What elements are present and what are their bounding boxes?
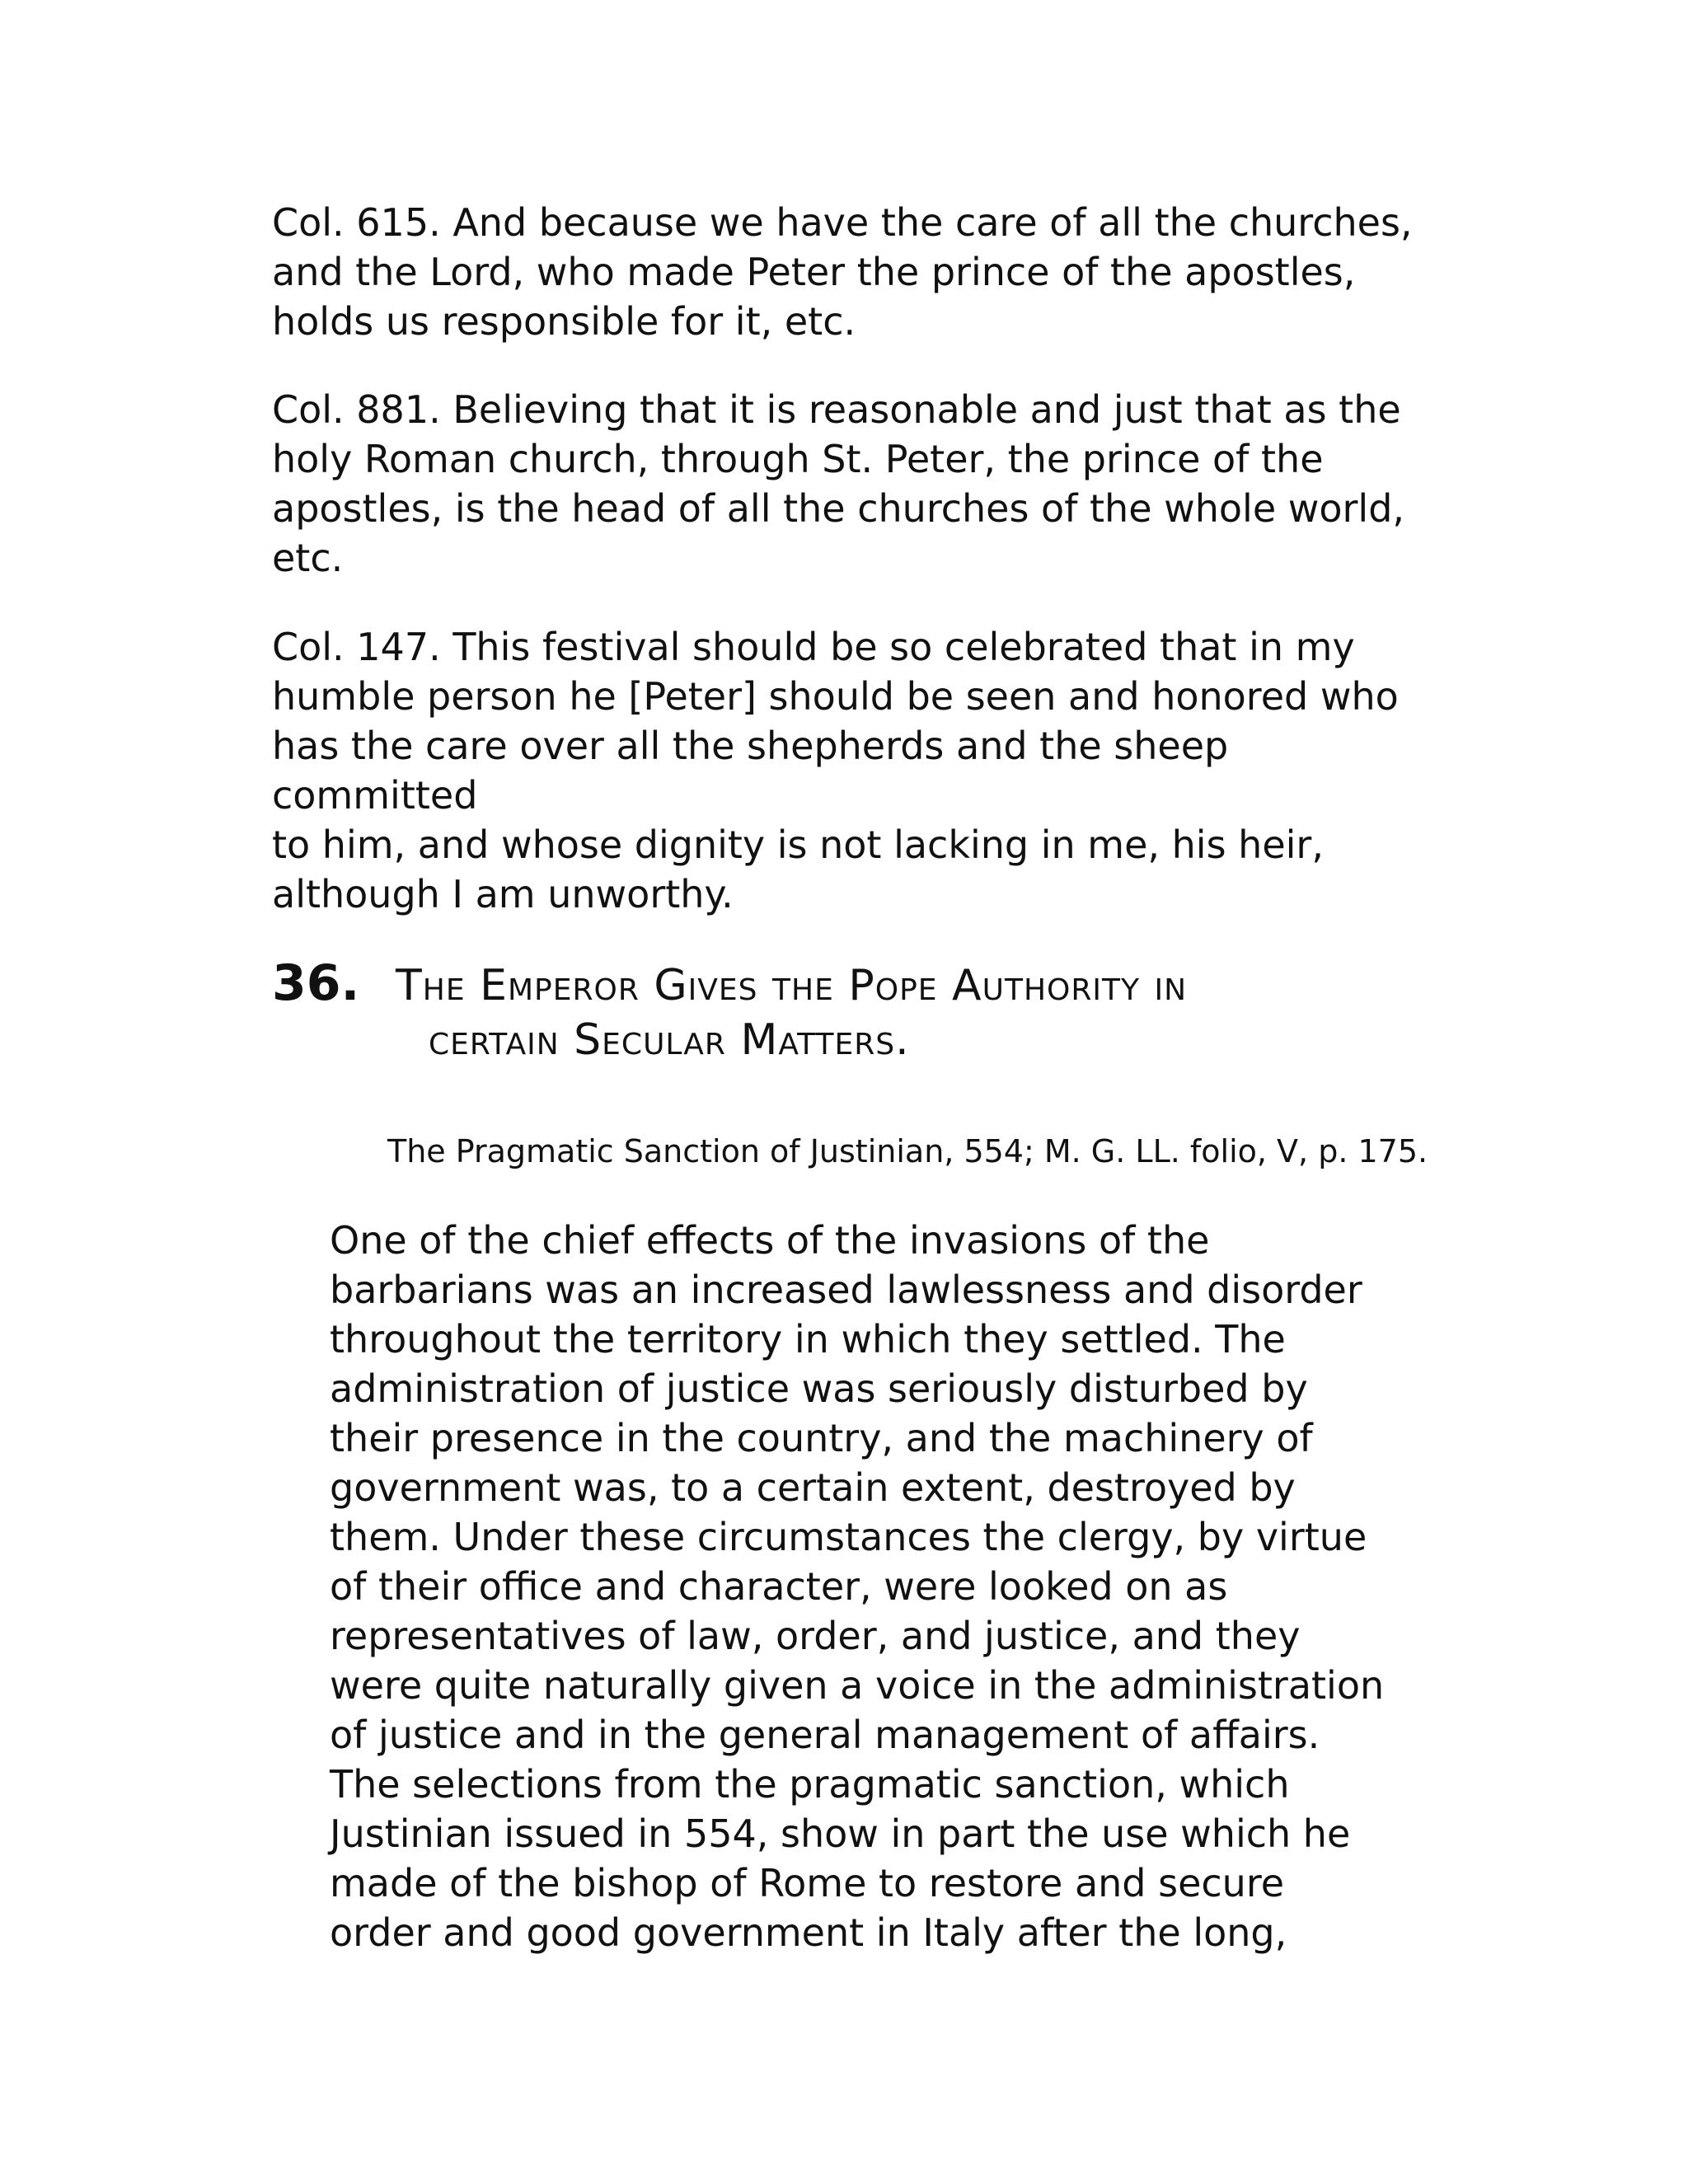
section-title-line-1: The Emperor Gives the Pope Authority in bbox=[396, 961, 1188, 1010]
section-number: 36. bbox=[272, 954, 360, 1012]
paragraph-col-615: Col. 615. And because we have the care of all the churches, and the Lord, who made Peter the prince of the apostles, holds us responsible for it, etc. bbox=[272, 200, 1413, 344]
paragraph-col-881: Col. 881. Believing that it is reasonable and just that as the holy Roman church, through St. Peter, the prince of the apostles, is the head of all the churches of the whole world, etc. bbox=[272, 387, 1405, 580]
source-citation: The Pragmatic Sanction of Justinian, 554; M. G. LL. folio, V, p. 175. bbox=[387, 1133, 1428, 1169]
paragraph-col-147: Col. 147. This festival should be so celebrated that in my humble person he [Peter] should be seen and honored who has the care over all the shepherds and the sheep committed to him, and whose dignity is not lacking in me, his heir, although I am unworthy. bbox=[272, 625, 1399, 916]
section-body-paragraph: One of the chief effects of the invasions of the barbarians was an increased lawlessness and disorder throughout the territory in which they settled. The administration of justice was seriously disturbed by their presence in the country, and the machinery of government was, to a certain extent, destroyed by them. Under these circumstances the clergy, by virtue of their office and character, were looked on as representatives of law, order, and justice, and they were quite naturally given a voice in the administration of justice and in the general management of affairs. The selections from the pragmatic sanction, which Justinian issued in 554, show in part the use which he made of the bishop of Rome to restore and secure order and good government in Italy after the long, bbox=[330, 1218, 1385, 1955]
section-heading bbox=[272, 956, 1467, 1067]
section-title-line-2: certain Secular Matters. bbox=[429, 1015, 910, 1065]
